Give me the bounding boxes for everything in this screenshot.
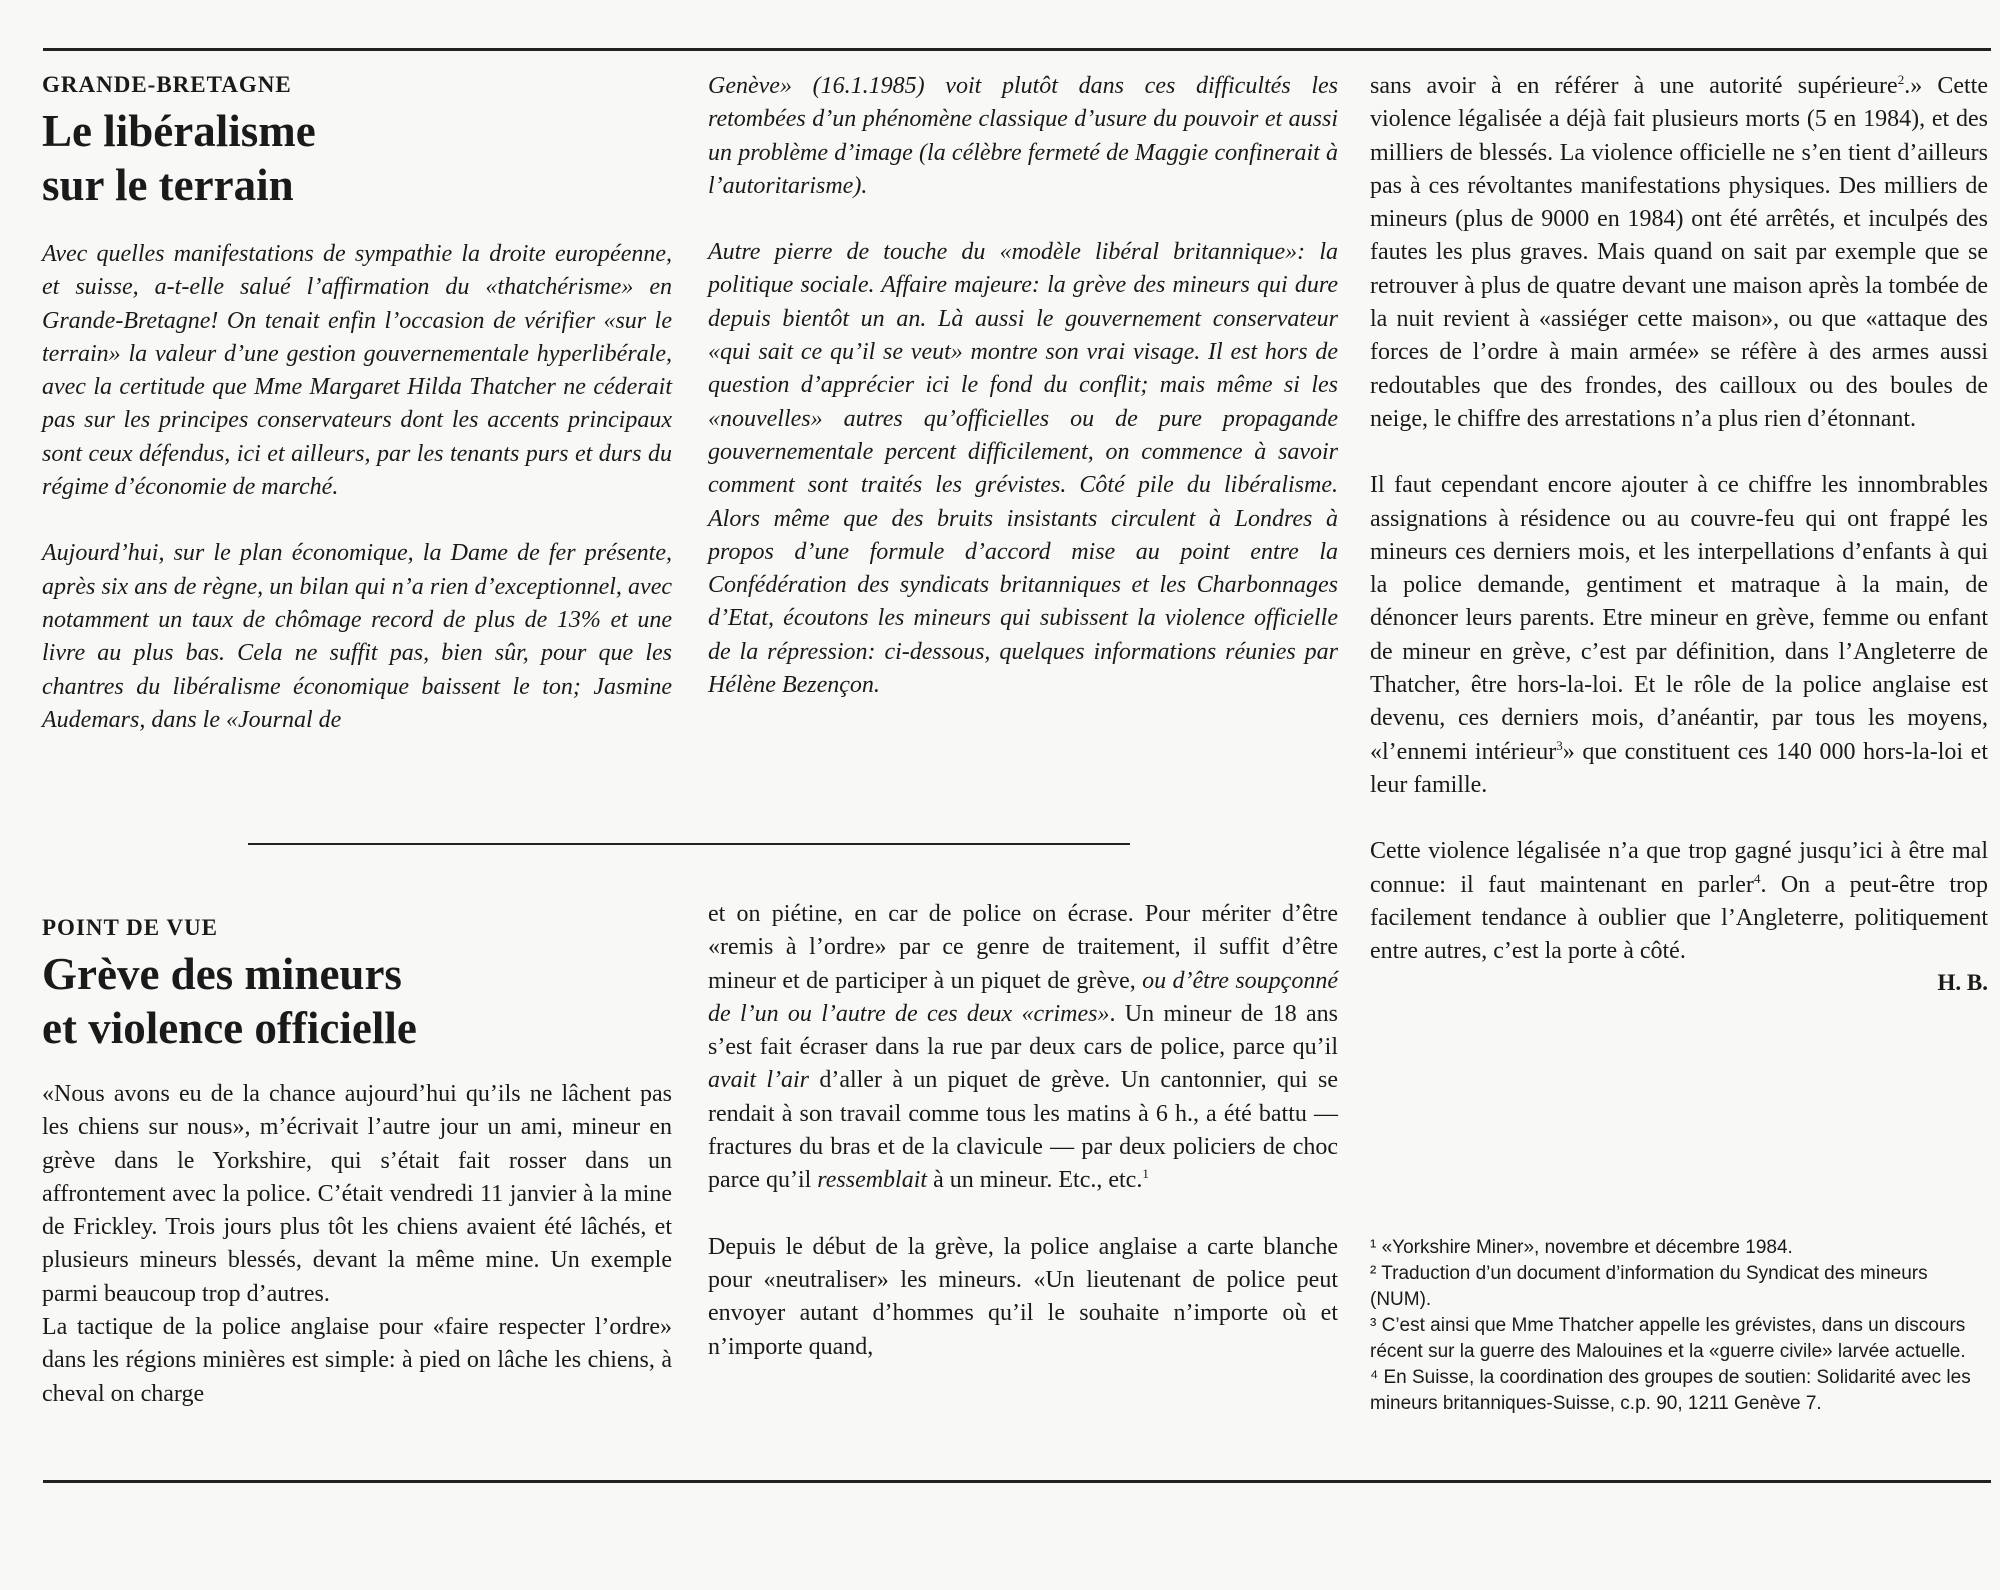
footnote-ref-1: 1: [1142, 1166, 1149, 1182]
article-2-column-2: [708, 898, 1338, 1364]
article-2-header: [42, 915, 672, 1055]
footnote-3: ³ C’est ainsi que Mme Thatcher appelle les grévistes, dans un discours récent sur la guerre des Malouines et la «guerre civile» larvée actuelle.: [1370, 1315, 1966, 1362]
footnote-ref-2: 2: [1897, 72, 1905, 87]
article-2-column-1: [42, 1078, 672, 1411]
article-1-paragraph-4: Autre pierre de touche du «modèle libéral britannique»: la politique sociale. Affaire majeure: la grève des mineurs qui dure depuis bientôt un an. Là aussi le gouvernement conservateur «qui sait ce qu’il se veut» montre son vrai visage. Il est hors de question d’apprécier ici le fond du conflit; mais même si les «nouvelles» autres qu’officielles ou de pure propagande gouvernementale percent difficilement, on commence à savoir comment sont traités les grévistes. Côté pile du libéralisme. Alors même que des bruits insistants circulent à Londres à propos d’une formule d’accord mise au point entre la Confédération des syndicats britanniques et les Charbonnages d’Etat, écoutons les mineurs qui subissent la violence officielle de la répression: ci-dessous, quelques informations réunies par Hélène Bezençon.: [708, 239, 1338, 699]
bottom-rule: [43, 1480, 1991, 1483]
article-1-header: [42, 72, 672, 212]
footnotes: [1370, 1235, 1986, 1417]
top-rule: [43, 48, 1991, 51]
article-2-paragraph-4: Depuis le début de la grève, la police anglaise a carte blanche pour «neutraliser» les mineurs. «Un lieutenant de police peut envoyer autant d’hommes qu’il le souhaite n’importe où et n’importe quand,: [708, 1233, 1338, 1360]
article-2-headline-line-2: et violence officielle: [42, 1003, 417, 1053]
footnote-1: ¹ «Yorkshire Miner», novembre et décembre 1984.: [1370, 1237, 1793, 1258]
article-2-paragraph-6: Il faut cependant encore ajouter à ce chiffre les innombrables assignations à résidence ou au couvre-feu qui ont frappé les mineurs ces derniers mois, et les interpellations d’enfants à qui la police demande, gentiment et matraque à la main, de dénoncer leurs parents. Etre mineur en grève, femme ou enfant de mineur en grève, c’est par définition, dans l’Angleterre de Thatcher, être hors-la-loi. Et le rôle de la police anglaise est devenu, ces derniers mois, d’anéantir, par tous les moyens, «l’ennemi intérieur$^3$» que constituent ces 140 000 hors-la-loi et leur famille.: [1370, 472, 1988, 798]
article-1-headline: [42, 104, 672, 212]
article-2-headline-line-1: Grève des mineurs: [42, 949, 402, 999]
article-2-paragraph-7: Cette violence légalisée n’a que trop gagné jusqu’ici à être mal connue: il faut maintenant en parler$^4$. On a peut-être trop facilement tendance à oublier que l’Angleterre, politiquement entre autres, c’est la porte à côté.: [1370, 838, 1989, 965]
footnote-ref-3: 3: [1556, 737, 1563, 753]
footnote-4: ⁴ En Suisse, la coordination des groupes de soutien: Solidarité avec les mineurs britanniques-Suisse, c.p. 90, 1211 Genève 7.: [1370, 1367, 1971, 1414]
article-2-column-3: [1370, 70, 1988, 996]
article-1-paragraph-3: Genève» (16.1.1985) voit plutôt dans ces difficultés les retombées d’un phénomène classique d’usure du pouvoir et aussi un problème d’image (la célèbre fermeté de Maggie confinerait à l’autoritarisme).: [708, 73, 1338, 199]
article-2-paragraph-5: sans avoir à en référer à une autorité supérieure$^2$.» Cette violence légalisée a déjà fait plusieurs morts (5 en 1984), et des milliers de blessés. La violence officielle ne s’en tient d’ailleurs pas à ces révoltantes manifestations physiques. Des milliers de mineurs (plus de 9000 en 1984) ont été arrêtés, et inculpés des fautes les plus graves. Mais quand on sait par exemple que se retrouver à plus de quatre devant une maison après la tombée de la nuit revient à «assiéger cette maison», ou que «attaque des forces de l’ordre à main armée» se réfère à des armes aussi redoutables que des frondes, des cailloux ou des boules de neige, le chiffre des arrestations n’a plus rien d’étonnant.: [1370, 72, 1988, 432]
article-2-paragraph-2: La tactique de la police anglaise pour «faire respecter l’ordre» dans les régions minières est simple: à pied on lâche les chiens, à cheval on charge: [42, 1314, 672, 1407]
article-1-column-2: [708, 70, 1338, 702]
footnote-ref-4: 4: [1753, 870, 1761, 886]
article-2-kicker: POINT DE VUE: [42, 915, 219, 940]
footnote-2: ² Traduction d’un document d’information du Syndicat des mineurs (NUM).: [1370, 1263, 1928, 1310]
article-1-paragraph-1: Avec quelles manifestations de sympathie la droite européenne, et suisse, a-t-elle salué l’affirmation du «thatchérisme» en Grande-Bretagne! On tenait enfin l’occasion de vérifier «sur le terrain» la valeur d’une gestion gouvernementale hyperlibérale, avec la certitude que Mme Margaret Hilda Thatcher ne céderait pas sur les principes conservateurs dont les accents principaux sont ceux défendus, ici et ailleurs, par les tenants purs et durs du régime d’économie de marché.: [42, 241, 672, 501]
article-2-paragraph-3: et on piétine, en car de police on écrase. Pour mériter d’être «remis à l’ordre» par ce genre de traitement, il suffit d’être mineur et de participer à un piquet de grève, ou d’être soupçonné de l’un ou l’autre de ces deux «crimes». Un mineur de 18 ans s’est fait écraser dans la rue par deux cars de police, parce qu’il avait l’air d’aller à un piquet de grève. Un cantonnier, qui se rendait à son travail comme tous les matins à 6 h., a été battu — fractures du bras et de la clavicule — par deux policiers de choc parce qu’il ressemblait à un mineur. Etc., etc.$^1$: [708, 901, 1339, 1194]
article-1-headline-line-2: sur le terrain: [42, 160, 294, 210]
article-1-kicker: GRANDE-BRETAGNE: [42, 72, 292, 97]
article-1-column-1: [42, 238, 672, 737]
article-1-headline-line-1: Le libéralisme: [42, 106, 316, 156]
signature: H. B.: [1937, 970, 1988, 996]
article-2-paragraph-1: «Nous avons eu de la chance aujourd’hui qu’ils ne lâchent pas les chiens sur nous», m’écrivait l’autre jour un ami, mineur en grève dans le Yorkshire, qui s’était fait rosser dans un affrontement avec la police. C’était vendredi 11 janvier à la mine de Frickley. Trois jours plus tôt les chiens avaient été lâchés, et plusieurs mineurs blessés, devant la même mine. Un exemple parmi beaucoup trop d’autres.: [42, 1081, 672, 1307]
article-2-headline: [42, 947, 672, 1055]
middle-rule: [248, 843, 1130, 845]
article-1-paragraph-2: Aujourd’hui, sur le plan économique, la Dame de fer présente, après six ans de règne, un bilan qui n’a rien d’exceptionnel, avec notamment un taux de chômage record de plus de 13% et une livre au plus bas. Cela ne suffit pas, bien sûr, pour que les chantres du libéralisme économique baissent le ton; Jasmine Audemars, dans le «Journal de: [42, 540, 672, 733]
